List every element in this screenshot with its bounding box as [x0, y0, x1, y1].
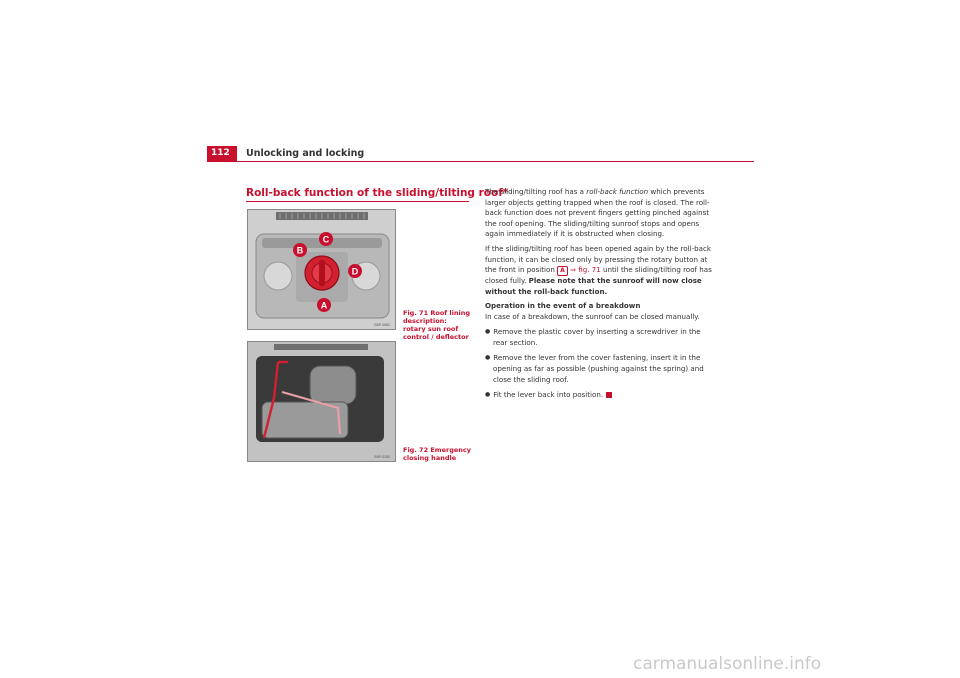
body-text — [485, 187, 713, 405]
paragraph-rollback: The sliding/tilting roof has a roll-back function which prevents larger objects getting trapped when the roof is closed. The roll-back function does not prevent fingers getting pinched against the roof opening. The sliding/tilting sunroof stops and opens again immediately if it is obstructed when closing. — [485, 187, 710, 239]
position-a-badge: A — [557, 266, 568, 276]
figure-emergency-handle — [247, 341, 396, 462]
figure-caption-72: Fig. 72 Emergency closing handle — [403, 446, 471, 462]
list-item: ● Remove the lever from the cover fastening, insert it in the opening as far as possible (pushing against the spring) and close the sliding roof. — [485, 353, 713, 386]
svg-text:D: D — [351, 266, 359, 277]
section-rule — [246, 201, 469, 202]
breakdown-heading: Operation in the event of a breakdown — [485, 301, 641, 311]
svg-text:C: C — [322, 234, 330, 245]
label-d — [348, 264, 362, 278]
figure-roof-lining — [247, 209, 396, 330]
label-a — [317, 298, 331, 312]
label-c — [319, 232, 333, 246]
emergency-handle-illustration — [248, 342, 395, 461]
section-title: Roll-back function of the sliding/tilting roof* — [246, 187, 509, 199]
list-item: ● Remove the plastic cover by inserting a screwdriver in the rear section. — [485, 327, 713, 349]
roof-lining-illustration — [248, 210, 395, 329]
page-number: 112 — [211, 148, 230, 158]
end-mark-icon — [606, 392, 612, 398]
svg-text:A: A — [320, 300, 328, 311]
paragraph-breakdown: Operation in the event of a breakdown In case of a breakdown, the sunroof can be closed manually. — [485, 301, 700, 321]
figure-caption-71: Fig. 71 Roof lining description: rotary sun roof control / deflector — [403, 309, 470, 341]
header-rule — [207, 161, 754, 162]
svg-text:B: B — [296, 245, 304, 256]
paragraph-closing: If the sliding/tilting roof has been opened again by the roll-back function, it can be closed only by pressing the rotary button at the front in position A ⇒ fig. 71 until the sliding/tilting roof has closed fully. Please note that the sunroof will now close without the roll-back function. — [485, 243, 712, 296]
watermark: carmanualsonline.info — [633, 654, 822, 674]
figure-xref-link[interactable]: ⇒ fig. 71 — [570, 265, 601, 275]
figure-code: B5P-0150 — [374, 455, 390, 459]
list-item: ● Fit the lever back into position. — [485, 390, 713, 402]
page-header-title: Unlocking and locking — [246, 148, 365, 159]
figure-code: B5P-0081 — [374, 323, 390, 327]
label-b — [293, 243, 307, 257]
